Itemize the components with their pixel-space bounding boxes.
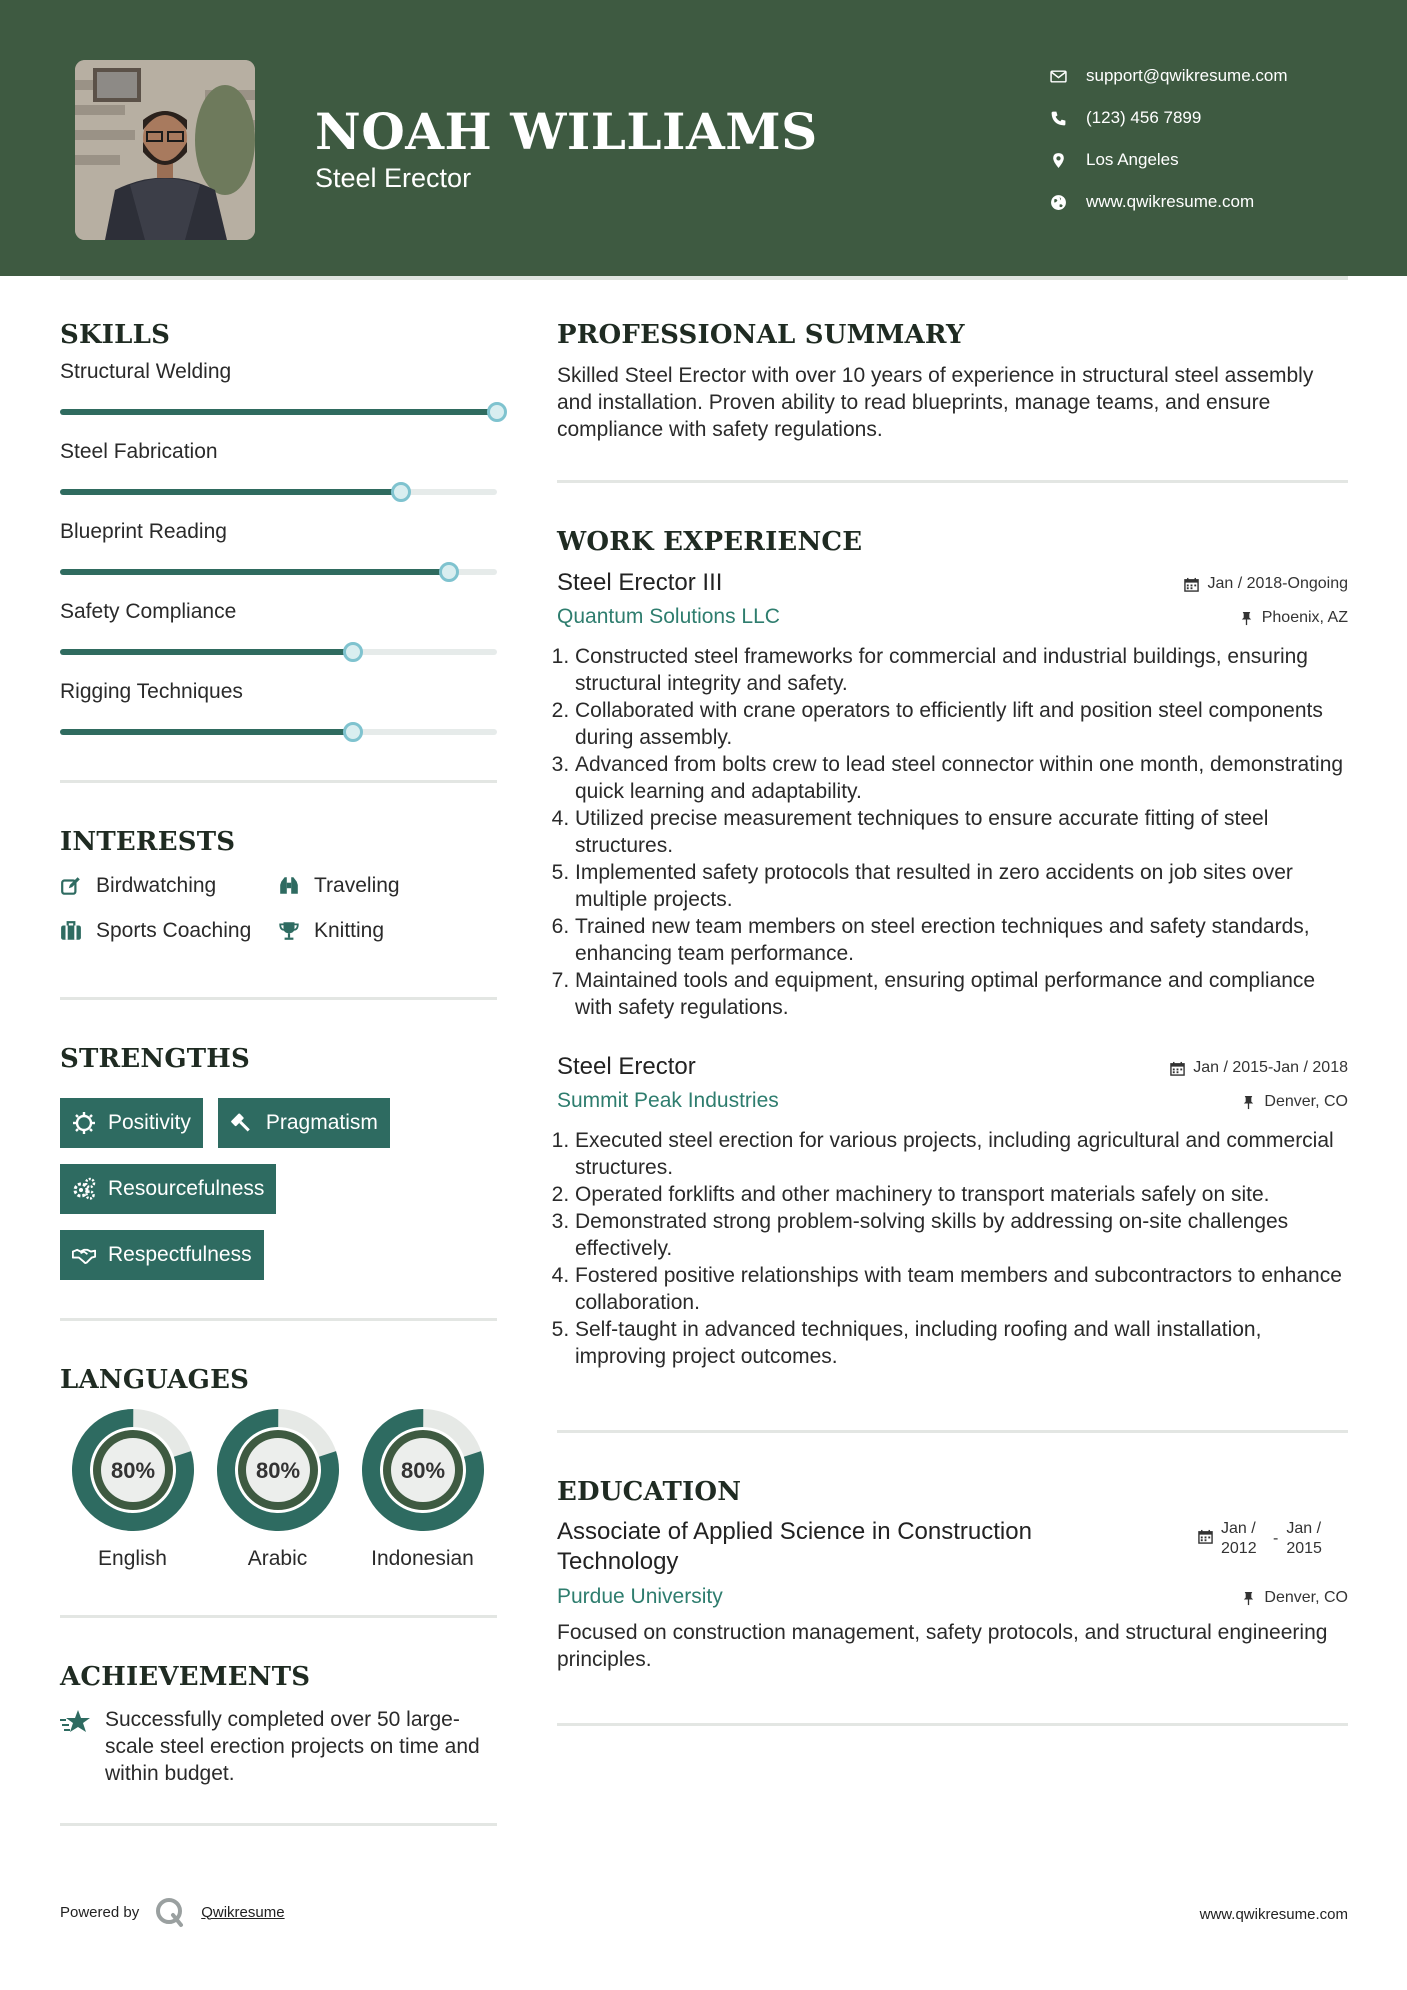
language-percent: 80% <box>110 1458 155 1483</box>
location-pin-icon <box>1050 152 1086 169</box>
school-name: Purdue University <box>557 1585 723 1608</box>
right-column <box>557 320 1348 1726</box>
contact-phone-text: (123) 456 7899 <box>1086 108 1202 127</box>
experience-section <box>557 527 1348 1370</box>
skill-bar-knob <box>343 642 363 662</box>
contact-location-text: Los Angeles <box>1086 150 1179 169</box>
job-location <box>1241 1093 1348 1111</box>
experience-title: WORK EXPERIENCE <box>557 527 863 557</box>
section-divider <box>60 997 497 1000</box>
contact-email[interactable] <box>1050 55 1370 97</box>
section-divider <box>557 1430 1348 1433</box>
job-location-text: Denver, CO <box>1264 1093 1348 1110</box>
education-title: EDUCATION <box>557 1477 742 1507</box>
calendar-icon <box>1170 1061 1185 1076</box>
qwikresume-logo-icon <box>153 1895 187 1929</box>
contact-website[interactable] <box>1050 181 1370 223</box>
interest-item <box>278 908 384 953</box>
section-divider <box>557 1723 1348 1726</box>
duty-item: 2. Collaborated with crane operators to efficiently lift and position steel components during assembly. <box>575 697 1348 751</box>
section-divider <box>60 1615 497 1618</box>
duty-item: 5. Self-taught in advanced techniques, including roofing and wall installation, improving project outcomes. <box>575 1316 1348 1370</box>
duty-item: 5. Implemented safety protocols that resulted in zero accidents on job sites over multiple projects. <box>575 859 1348 913</box>
footer-website[interactable]: www.qwikresume.com <box>1199 1906 1348 1923</box>
language-name: Indonesian <box>371 1547 474 1570</box>
job-date-text: Jan / 2015-Jan / 2018 <box>1193 1059 1348 1076</box>
duty-list <box>557 1127 1348 1370</box>
duty-item: 2. Operated forklifts and other machinery to transport materials safely on site. <box>575 1181 1348 1208</box>
pushpin-icon <box>1239 611 1254 626</box>
language-name: English <box>98 1547 167 1570</box>
achievement-item <box>60 1706 497 1787</box>
skill-label: Steel Fabrication <box>60 440 218 463</box>
contact-phone[interactable] <box>1050 97 1370 139</box>
skill-item <box>60 360 497 416</box>
skill-bar <box>60 486 497 496</box>
job-date <box>1170 1059 1348 1077</box>
section-divider <box>60 780 497 783</box>
candidate-name: NOAH WILLIAMS <box>315 102 818 161</box>
language-name: Arabic <box>247 1547 308 1570</box>
language-item <box>60 1409 205 1571</box>
job-title: Steel Erector III <box>557 569 723 596</box>
strength-chip <box>218 1098 390 1148</box>
strength-label: Positivity <box>108 1111 191 1134</box>
job-date <box>1184 575 1348 593</box>
skill-item <box>60 600 497 656</box>
skill-item <box>60 440 497 496</box>
strength-chip <box>60 1098 203 1148</box>
resume-header <box>0 0 1407 276</box>
powered-by-text: Powered by <box>60 1903 140 1921</box>
skill-bar-fill <box>60 409 497 415</box>
company-name: Quantum Solutions LLC <box>557 605 780 628</box>
education-description: Focused on construction management, safety protocols, and structural engineering principles. <box>557 1621 1328 1671</box>
gears-icon <box>72 1177 108 1201</box>
languages-list <box>60 1409 497 1571</box>
summary-text: Skilled Steel Erector with over 10 years of experience in structural steel assembly and installation. Proven ability to read blueprints, manage teams, and ensure compliance with safety regulations. <box>557 364 1314 441</box>
gavel-icon <box>230 1111 266 1135</box>
footer-powered-by <box>60 1895 285 1929</box>
section-divider <box>557 480 1348 483</box>
skill-item <box>60 520 497 576</box>
language-percent: 80% <box>400 1458 445 1483</box>
duty-item: 7. Maintained tools and equipment, ensuring optimal performance and compliance with safety regulations. <box>575 967 1348 1021</box>
interest-label: Sports Coaching <box>96 918 252 942</box>
strength-chip <box>60 1164 276 1214</box>
education-location-text: Denver, CO <box>1264 1589 1348 1606</box>
globe-icon <box>1050 194 1086 211</box>
duty-item: 1. Constructed steel frameworks for commercial and industrial buildings, ensuring structural integrity and safety. <box>575 643 1348 697</box>
contact-email-text: support@qwikresume.com <box>1086 66 1288 85</box>
calendar-icon <box>1198 1529 1213 1544</box>
sun-icon <box>72 1111 108 1135</box>
achievements-title: ACHIEVEMENTS <box>60 1662 311 1692</box>
interest-item <box>60 908 278 953</box>
achievements-section <box>60 1662 497 1787</box>
skill-bar <box>60 726 497 736</box>
envelope-icon <box>1050 68 1086 85</box>
education-dates: Jan / 2012 - Jan / 2015 <box>1198 1519 1348 1559</box>
skill-bar-knob <box>343 722 363 742</box>
language-percent: 80% <box>255 1458 300 1483</box>
skill-bar-knob <box>439 562 459 582</box>
trophy-icon <box>278 920 314 942</box>
language-item <box>350 1409 495 1571</box>
brand-link[interactable]: Qwikresume <box>201 1903 285 1921</box>
language-item <box>205 1409 350 1571</box>
language-donut <box>362 1409 484 1531</box>
duty-item: 6. Trained new team members on steel erection techniques and safety standards, enhancing team performance. <box>575 913 1348 967</box>
duty-item: 4. Utilized precise measurement techniques to ensure accurate fitting of steel structures. <box>575 805 1348 859</box>
skill-label: Blueprint Reading <box>60 520 227 543</box>
summary-section <box>557 320 1348 443</box>
contact-location <box>1050 139 1370 181</box>
strength-label: Resourcefulness <box>108 1177 265 1200</box>
profile-photo-image <box>75 60 255 240</box>
pushpin-icon <box>1241 1095 1256 1110</box>
strengths-title: STRENGTHS <box>60 1044 251 1074</box>
skill-bar <box>60 646 497 656</box>
degree-title: Associate of Applied Science in Construction Technology <box>557 1518 1032 1575</box>
education-section <box>557 1477 1348 1673</box>
skills-title: SKILLS <box>60 320 171 350</box>
duty-item: 4. Fostered positive relationships with team members and subcontractors to enhance collaboration. <box>575 1262 1348 1316</box>
duty-list <box>557 643 1348 1021</box>
strength-label: Pragmatism <box>265 1111 378 1134</box>
star-icon <box>60 1706 105 1787</box>
skill-bar-fill <box>60 569 449 575</box>
strength-label: Respectfulness <box>108 1243 252 1266</box>
duty-item: 3. Advanced from bolts crew to lead steel connector within one month, demonstrating quick learning and adaptability. <box>575 751 1348 805</box>
pushpin-icon <box>1241 1591 1256 1606</box>
section-divider <box>60 1823 497 1826</box>
handshake-icon <box>72 1243 108 1267</box>
interests-section <box>60 827 497 953</box>
candidate-title: Steel Erector <box>315 163 472 193</box>
summary-title: PROFESSIONAL SUMMARY <box>557 320 965 350</box>
section-divider <box>60 1318 497 1321</box>
skill-bar <box>60 406 497 416</box>
job-title: Steel Erector <box>557 1053 696 1080</box>
profile-photo <box>75 60 255 240</box>
job-location <box>1239 609 1348 627</box>
interest-label: Birdwatching <box>96 873 217 897</box>
achievement-text: Successfully completed over 50 large-scale steel erection projects on time and within budget. <box>105 1708 480 1785</box>
skills-section <box>60 320 497 736</box>
duty-item: 3. Demonstrated strong problem-solving skills by addressing on-site challenges effectively. <box>575 1208 1348 1262</box>
language-donut <box>72 1409 194 1531</box>
binoculars-icon <box>278 875 314 897</box>
education-date-start: Jan / 2012 <box>1221 1520 1257 1557</box>
job-entry <box>557 569 1348 1021</box>
interest-label: Traveling <box>314 873 400 897</box>
education-location <box>1241 1589 1348 1607</box>
skill-bar-fill <box>60 649 353 655</box>
skill-bar-fill <box>60 489 401 495</box>
skill-label: Rigging Techniques <box>60 680 243 703</box>
contact-website-text: www.qwikresume.com <box>1086 192 1255 211</box>
job-entry <box>557 1053 1348 1370</box>
interest-item <box>278 863 400 908</box>
interests-list <box>60 863 497 953</box>
strengths-list <box>60 1098 497 1296</box>
skill-item <box>60 680 497 736</box>
job-date-text: Jan / 2018-Ongoing <box>1207 575 1348 592</box>
strengths-section <box>60 1044 497 1296</box>
job-location-text: Phoenix, AZ <box>1261 609 1348 626</box>
skill-bar-knob <box>391 482 411 502</box>
header-divider <box>60 276 1348 280</box>
edit-icon <box>60 875 96 897</box>
languages-title: LANGUAGES <box>60 1365 250 1395</box>
phone-icon <box>1050 110 1086 127</box>
company-name: Summit Peak Industries <box>557 1089 779 1112</box>
skill-bar-fill <box>60 729 353 735</box>
interests-title: INTERESTS <box>60 827 236 857</box>
contact-list <box>1050 55 1370 223</box>
strength-chip <box>60 1230 264 1280</box>
skill-label: Safety Compliance <box>60 600 237 623</box>
skill-label: Structural Welding <box>60 360 232 383</box>
briefcase-icon <box>60 920 96 942</box>
skill-bar-knob <box>487 402 507 422</box>
duty-item: 1. Executed steel erection for various projects, including agricultural and commercial structures. <box>575 1127 1348 1181</box>
left-column <box>60 320 497 1826</box>
language-donut <box>217 1409 339 1531</box>
interest-label: Knitting <box>314 918 385 942</box>
interest-item <box>60 863 278 908</box>
education-date-end: Jan / 2015 <box>1286 1520 1322 1557</box>
skill-bar <box>60 566 497 576</box>
languages-section <box>60 1365 497 1571</box>
calendar-icon <box>1184 577 1199 592</box>
